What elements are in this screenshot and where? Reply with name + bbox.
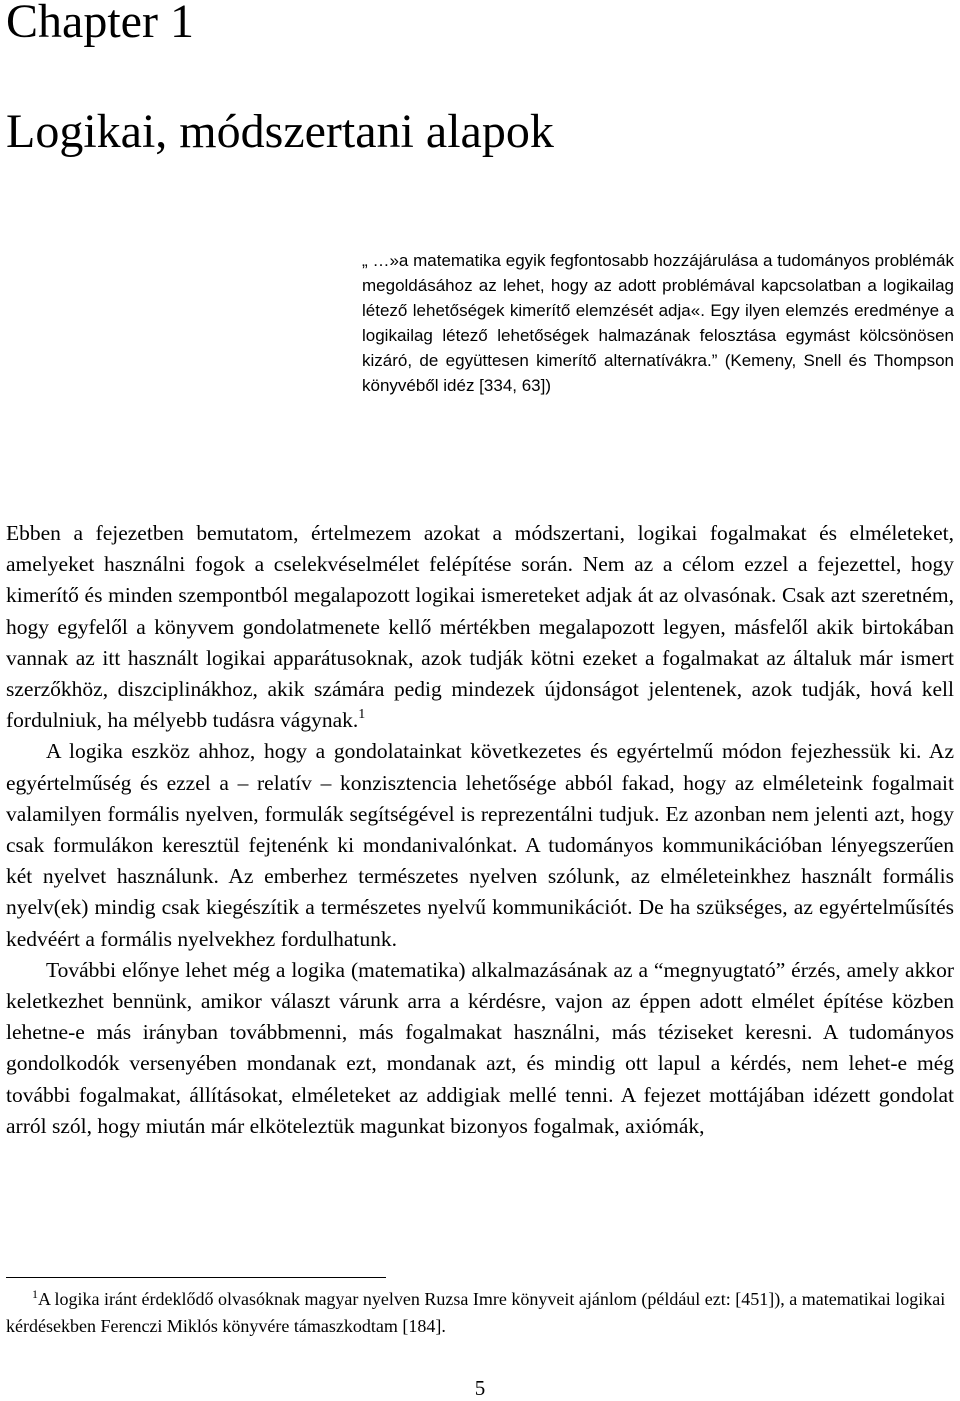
- paragraph: [6, 518, 954, 736]
- paragraph: További előnye lehet még a logika (matematika) alkalmazásának az a “megnyugtató” érzés, amely akkor keletkezhet bennünk, amikor választ várunk arra a kérdésre, vajon az éppen adott elmélet építése közben lehetne-e más irányban továbbmenni, más fogalmakat használni, más téziseket keresni. A tudományos gondolkodók versenyében mondanak ezt, mondanak azt, és mindig ott lapul a kérdés, nem lehet-e még további fogalmakat, állításokat, elméleteket az addigiak mellé tenni. A fejezet mottájában idézett gondolat arról szól, hogy miután már elköteleztük magunkat bizonyos fogalmak, axiómák,: [6, 957, 954, 1138]
- paragraph: A logika eszköz ahhoz, hogy a gondolatainkat következetes és egyértelmű módon fejezhessük ki. Az egyértelműség és ezzel a – relatív – konzisztencia lehetősége abból fakad, hogy az elméleteink fogalmait valamilyen formális nyelven, formulák segítségével is reprezentálni tudjuk. Ez azonban nem jelenti azt, hogy csak formulákon keresztül fejtenénk ki mondanivalónkat. A tudományos kommunikációban lényegszerűen két nyelvet használunk. Az emberhez természetes nyelven szólunk, az elméleteinkhez használt formális nyelv(ek) mindig csak kiegészítik a természetes nyelvű kommunikációt. De ha szükséges, az egyértelműsítés kedvéért a formális nyelvekhez fordulhatunk.: [6, 739, 954, 951]
- footnote-reference: 1: [358, 707, 366, 723]
- footnote-text: A logika iránt érdeklődő olvasóknak magyar nyelven Ruzsa Imre könyveit ajánlom (például ezt: [451]), a matematikai logikai kérdésekben Ferenczi Miklós könyvére támaszkodtam [184].: [6, 1289, 946, 1336]
- footnote-mark: 1: [32, 1287, 38, 1301]
- body-text: [6, 518, 954, 1142]
- page-number: 5: [474, 1376, 486, 1400]
- footnote: [6, 1286, 954, 1340]
- footnote-divider: [6, 1277, 386, 1278]
- epigraph-quote: „ …»a matematika egyik fegfontosabb hozzájárulása a tudományos problémák megoldásához az lehet, hogy az adott problémával kapcsolatban a logikailag létező lehetőségek kimerítő elemzését adja«. Egy ilyen elemzés eredménye a logikailag létező lehetőségek halmazának felosztása egymást kölcsönösen kizáró, de együttesen kimerítő alternatívákra.” (Kemeny, Snell és Thompson könyvéből idéz [334, 63]): [362, 251, 954, 395]
- paragraph-text: Ebben a fejezetben bemutatom, értelmezem azokat a módszertani, logikai fogalmakat és elméleteket, amelyeket használni fogok a cselekvéselmélet felépítése során. Nem az a célom ezzel a fejezettel, hogy kimerítő és minden szempontból megalapozott logikai ismereteket adjak át az olvasónak. Csak azt szeretném, hogy egyfelől a könyvem gondolatmenete kellő mértékben megalapozott legyen, másfelől akik birtokában vannak az itt használt logikai apparátusoknak, azok tudják kötni ezeket a fogalmakat az általuk már ismert szerzőkhöz, diszciplinákhoz, akik számára pedig mindezek újdonságot jelentenek, azok tudják, hová kell fordulniuk, ha mélyebb tudásra vágynak.: [6, 521, 954, 733]
- chapter-label: Chapter 1: [6, 0, 194, 48]
- chapter-title: Logikai, módszertani alapok: [6, 105, 554, 158]
